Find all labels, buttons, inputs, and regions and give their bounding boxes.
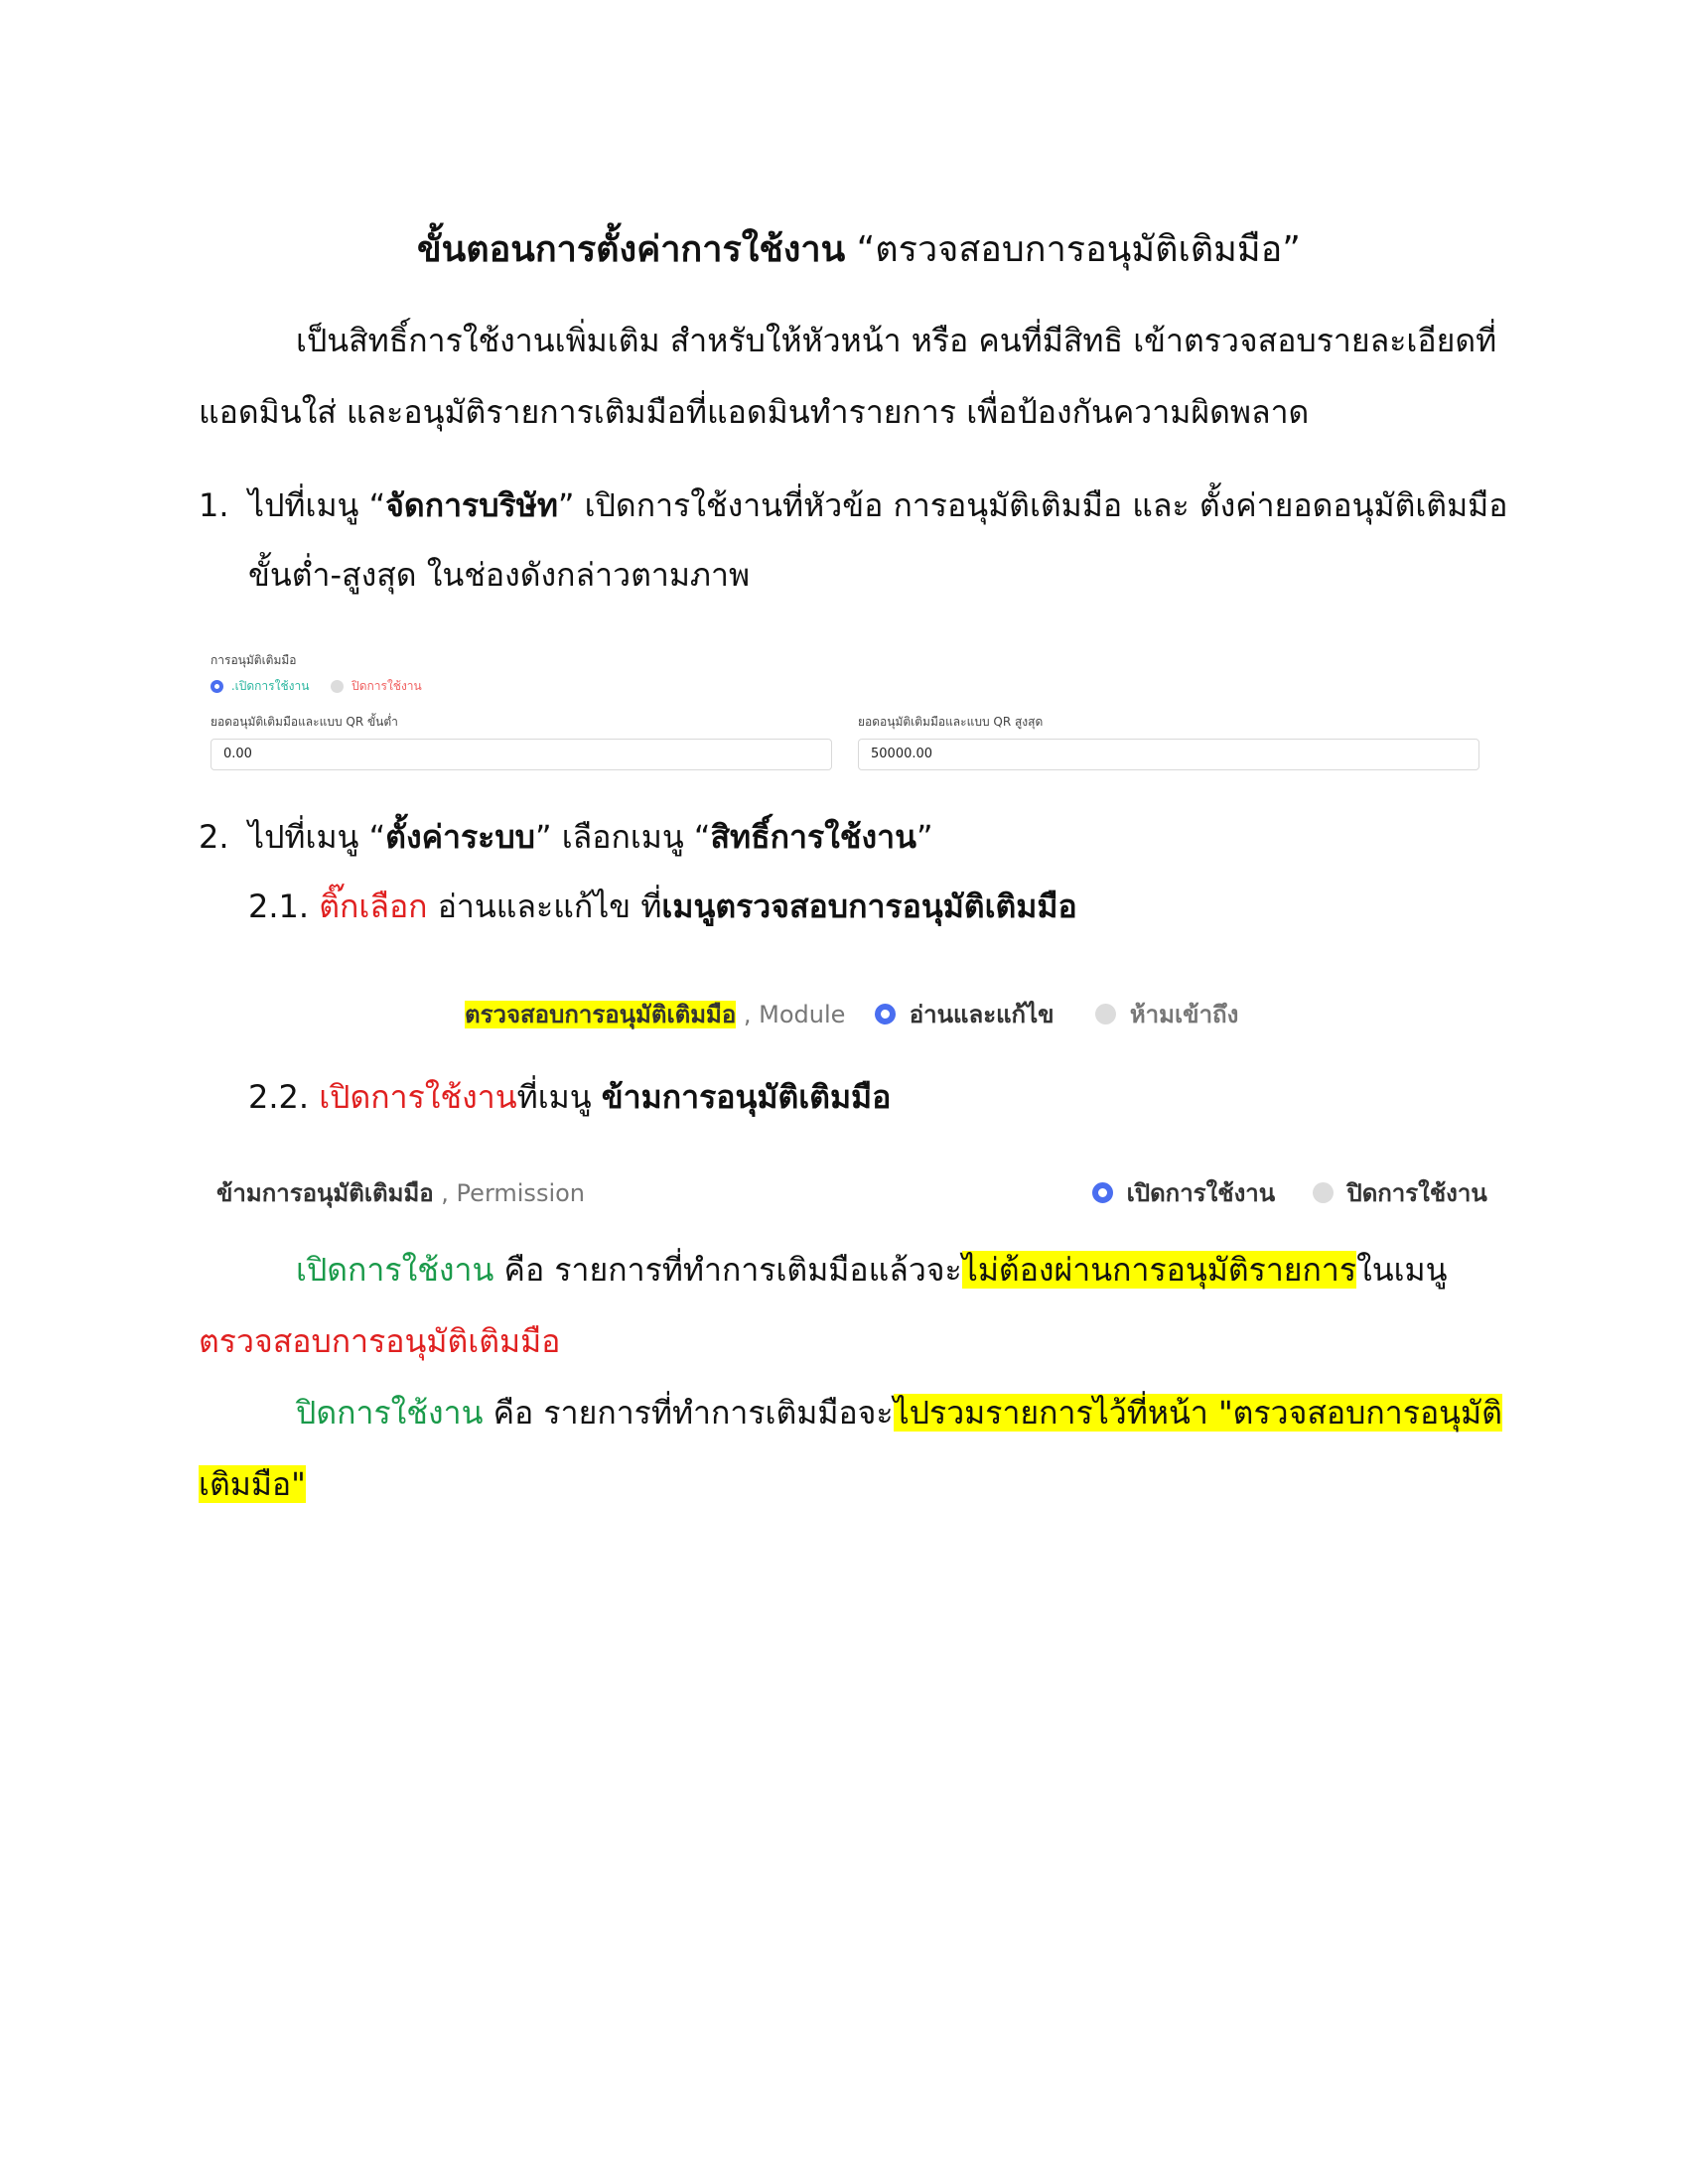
document-title [417,220,1301,277]
step-2-number: 2. [199,818,229,856]
explain-enable-tail: ในเมนู [1356,1251,1448,1289]
intro-line-2: แอดมินใส่ และอนุมัติรายการเติมมือที่แอดมินทำรายการ เพื่อป้องกันความผิดพลาด [199,393,1310,431]
explain-enable-label: เปิดการใช้งาน [296,1251,494,1289]
screenshot-approval-settings [199,645,1489,784]
explain-disable-line-2 [199,1465,306,1503]
step-2-1-bold: เมนูตรวจสอบการอนุมัติเติมมือ [661,887,1077,925]
step-2-2-mid: ที่เมนู [516,1078,602,1116]
radio-enable-label: .เปิดการใช้งาน [230,679,310,693]
radio-disable[interactable] [331,680,344,693]
explain-enable-text: คือ รายการที่ทำการเติมมือแล้วจะ [493,1251,962,1289]
radio-enable-label-2: เปิดการใช้งาน [1126,1179,1276,1207]
explain-enable-line-2: ตรวจสอบการอนุมัติเติมมือ [199,1322,561,1360]
radio-no-access[interactable] [1095,1004,1116,1024]
step-2-post: ” [915,818,933,856]
step-1-post: ” เปิดการใช้งานที่หัวข้อ การอนุมัติเติมมือ และ ตั้งค่ายอดอนุมัติเติมมือ [557,486,1508,524]
radio-read-write-label: อ่านและแก้ไข [909,1001,1055,1028]
title-bold: ขั้นตอนการตั้งค่าการใช้งาน [417,229,846,270]
screenshot-module-permission [465,995,1238,1033]
explain-enable-line-1 [296,1251,1447,1289]
step-1-number: 1. [199,486,229,524]
radio-enable-selected-2[interactable] [1092,1182,1113,1203]
step-2-1-text [248,887,1077,925]
explain-enable-highlight: ไม่ต้องผ่านการอนุมัติรายการ [961,1251,1357,1289]
radio-disable-label: ปิดการใช้งาน [352,679,422,693]
permission-suffix: , Permission [433,1179,586,1207]
step-1-menu: จัดการบริษัท [385,486,558,524]
explain-disable-highlight-2: เติมมือ" [199,1465,306,1503]
screenshot-permission-name [216,1173,585,1212]
step-2-mid: ” เลือกเมนู “ [534,818,711,856]
step-2-1-number: 2.1. [248,887,310,925]
min-amount-label: ยอดอนุมัติเติมมือและแบบ QR ขั้นต่ำ [211,715,398,729]
module-name: ตรวจสอบการอนุมัติเติมมือ [465,1001,737,1028]
step-1-line-2: ขั้นต่ำ-สูงสุด ในช่องดังกล่าวตามภาพ [248,556,751,594]
explain-disable-label: ปิดการใช้งาน [296,1394,484,1432]
radio-disable-label-2: ปิดการใช้งาน [1346,1179,1487,1207]
approval-radio-group [211,677,422,696]
approval-section-label: การอนุมัติเติมมือ [211,653,297,667]
step-2-pre: ไปที่เมนู “ [248,818,386,856]
step-2-2-text [248,1078,891,1116]
max-amount-input[interactable]: 50000.00 [858,739,1479,770]
step-2-2-bold: ข้ามการอนุมัติเติมมือ [601,1078,892,1116]
step-2-menu: ตั้งค่าระบบ [385,818,535,856]
explain-disable-highlight: ไปรวมรายการไว้ที่หน้า "ตรวจสอบการอนุมัติ [893,1394,1502,1432]
step-1-text [248,486,1507,524]
step-2-text [248,818,933,856]
step-2-submenu: สิทธิ์การใช้งาน [710,818,916,856]
radio-read-write-selected[interactable] [875,1004,896,1024]
radio-no-access-label: ห้ามเข้าถึง [1129,1001,1239,1028]
explain-disable-text: คือ รายการที่ทำการเติมมือจะ [483,1394,894,1432]
step-2-2-red: เปิดการใช้งาน [319,1078,517,1116]
permission-radio-group [1092,1173,1487,1212]
explain-disable-line-1 [296,1394,1502,1432]
title-rest: “ตรวจสอบการอนุมัติเติมมือ” [845,229,1301,270]
step-2-1-mid: อ่านและแก้ไข ที่ [427,887,662,925]
min-amount-input[interactable]: 0.00 [211,739,832,770]
permission-name: ข้ามการอนุมัติเติมมือ [216,1179,434,1207]
intro-line-1: เป็นสิทธิ์การใช้งานเพิ่มเติม สำหรับให้หัวหน้า หรือ คนที่มีสิทธิ เข้าตรวจสอบรายละเอียดที่ [296,322,1497,359]
radio-enable-selected[interactable] [211,680,223,693]
radio-disable-2[interactable] [1313,1182,1334,1203]
step-2-1-red: ติ๊กเลือก [319,887,428,925]
step-1-pre: ไปที่เมนู “ [248,486,386,524]
module-suffix: , Module [736,1001,846,1028]
step-2-2-number: 2.2. [248,1078,310,1116]
max-amount-label: ยอดอนุมัติเติมมือและแบบ QR สูงสุด [858,715,1044,729]
